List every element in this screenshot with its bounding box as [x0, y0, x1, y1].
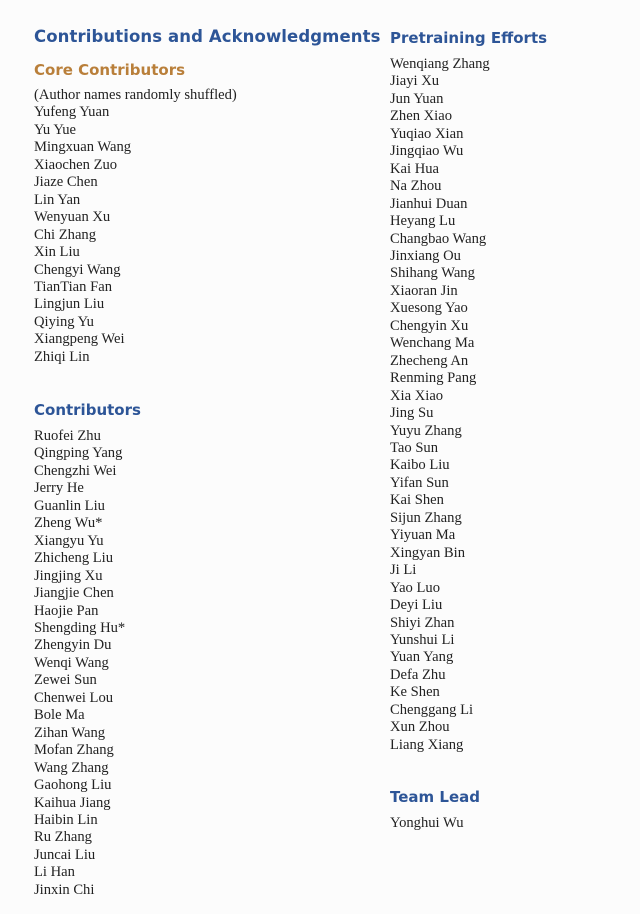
- author-name: Xiaoran Jin: [390, 282, 458, 299]
- author-name: Jingjing Xu: [34, 567, 103, 584]
- author-name: Lin Yan: [34, 191, 81, 208]
- author-name: Na Zhou: [390, 178, 442, 195]
- author-name: Wenyuan Xu: [34, 209, 111, 226]
- author-name: Qiying Yu: [34, 313, 94, 330]
- author-name: Zhicheng Liu: [34, 550, 114, 567]
- author-name: Zhengyin Du: [34, 637, 112, 654]
- author-name: Xiaochen Zuo: [34, 156, 118, 173]
- author-name: Haibin Lin: [34, 811, 98, 828]
- author-name: Wang Zhang: [34, 759, 109, 776]
- author-name: Yonghui Wu: [390, 815, 464, 831]
- pretraining-efforts-list: [390, 56, 490, 754]
- author-name: Juncai Liu: [34, 846, 96, 863]
- author-name: Jiayi Xu: [390, 73, 440, 90]
- author-name: Shihang Wang: [390, 265, 475, 282]
- contributors-list: [34, 428, 125, 899]
- author-name: Zhecheng An: [390, 352, 469, 369]
- author-name: Yao Luo: [390, 579, 441, 596]
- author-name: Xiangyu Yu: [34, 532, 104, 549]
- author-name: Qingping Yang: [34, 445, 123, 462]
- author-name: Chengzhi Wei: [34, 462, 117, 479]
- author-name: Chengyi Wang: [34, 261, 121, 278]
- author-name: Shengding Hu*: [34, 619, 126, 636]
- author-name: Changbao Wang: [390, 230, 487, 247]
- author-name: Jun Yuan: [390, 90, 444, 107]
- core-contributors-section: [34, 87, 237, 366]
- author-name: Zhen Xiao: [390, 108, 453, 125]
- author-name: Jingqiao Wu: [390, 143, 464, 160]
- author-name: Zhiqi Lin: [34, 348, 90, 365]
- author-name: Ji Li: [390, 562, 417, 579]
- author-name: Ke Shen: [390, 684, 440, 701]
- pretraining-efforts-heading: Pretraining Efforts: [390, 29, 548, 47]
- author-name: Bole Ma: [34, 707, 85, 724]
- contributors-heading: Contributors: [34, 401, 141, 419]
- team-lead-heading: Team Lead: [390, 788, 480, 806]
- author-name: Heyang Lu: [390, 213, 456, 230]
- author-name: Sijun Zhang: [390, 509, 462, 526]
- author-name: Xuesong Yao: [390, 300, 468, 317]
- author-name: Li Han: [34, 864, 75, 881]
- author-name: Wenchang Ma: [390, 335, 475, 352]
- author-name: Ruofei Zhu: [34, 428, 101, 444]
- author-name: Haojie Pan: [34, 602, 99, 619]
- author-name: Guanlin Liu: [34, 497, 105, 514]
- author-name: Jinxin Chi: [34, 881, 95, 898]
- author-name: Jinxiang Ou: [390, 247, 461, 264]
- author-name: Gaohong Liu: [34, 777, 112, 794]
- author-name: Yifan Sun: [390, 474, 449, 491]
- author-name: Wenqi Wang: [34, 654, 109, 671]
- author-name: Xingyan Bin: [390, 544, 465, 561]
- author-name: Yu Yue: [34, 121, 77, 138]
- author-name: Yiyuan Ma: [390, 527, 456, 544]
- author-name: Jiangjie Chen: [34, 585, 114, 602]
- author-name: Kai Shen: [390, 492, 444, 509]
- author-name: Zihan Wang: [34, 724, 106, 741]
- author-name: Renming Pang: [390, 370, 477, 387]
- author-name: Yufeng Yuan: [34, 104, 110, 121]
- author-name: Liang Xiang: [390, 736, 464, 753]
- author-name: Chenggang Li: [390, 701, 474, 718]
- author-name: Deyi Liu: [390, 597, 443, 614]
- author-name: Lingjun Liu: [34, 296, 105, 313]
- author-name: Jiaze Chen: [34, 174, 98, 191]
- author-name: Yuqiao Xian: [390, 125, 464, 142]
- author-name: Zheng Wu*: [34, 515, 103, 532]
- author-name: Xia Xiao: [390, 387, 444, 404]
- author-name: Jing Su: [390, 405, 434, 422]
- author-name: Defa Zhu: [390, 666, 446, 683]
- author-name: Shiyi Zhan: [390, 614, 455, 631]
- author-name: Ru Zhang: [34, 829, 92, 846]
- author-name: Yunshui Li: [390, 631, 455, 648]
- author-name: Kaihua Jiang: [34, 794, 111, 811]
- team-lead-list: [390, 815, 464, 832]
- author-name: Zewei Sun: [34, 672, 97, 689]
- author-name: Wenqiang Zhang: [390, 56, 490, 72]
- author-name: Yuyu Zhang: [390, 422, 462, 439]
- author-name: Mingxuan Wang: [34, 139, 132, 156]
- author-name: Kaibo Liu: [390, 457, 450, 474]
- author-name: Xin Liu: [34, 244, 80, 261]
- author-name: Jerry He: [34, 480, 84, 497]
- author-name: Xun Zhou: [390, 719, 450, 736]
- author-name: Chenwei Lou: [34, 689, 114, 706]
- author-name: Xiangpeng Wei: [34, 331, 125, 348]
- author-name: Chi Zhang: [34, 226, 97, 243]
- author-name: Kai Hua: [390, 160, 440, 177]
- author-name: Yuan Yang: [390, 649, 454, 666]
- author-name: Jianhui Duan: [390, 195, 468, 212]
- author-name: Chengyin Xu: [390, 317, 469, 334]
- author-name: Mofan Zhang: [34, 742, 114, 759]
- core-contributors-heading: Core Contributors: [34, 61, 186, 79]
- shuffle-note: (Author names randomly shuffled): [34, 87, 237, 103]
- author-name: Tao Sun: [390, 439, 439, 456]
- author-name: TianTian Fan: [34, 278, 112, 295]
- page-title: Contributions and Acknowledgments: [34, 27, 381, 46]
- core-contributors-list: [34, 104, 237, 366]
